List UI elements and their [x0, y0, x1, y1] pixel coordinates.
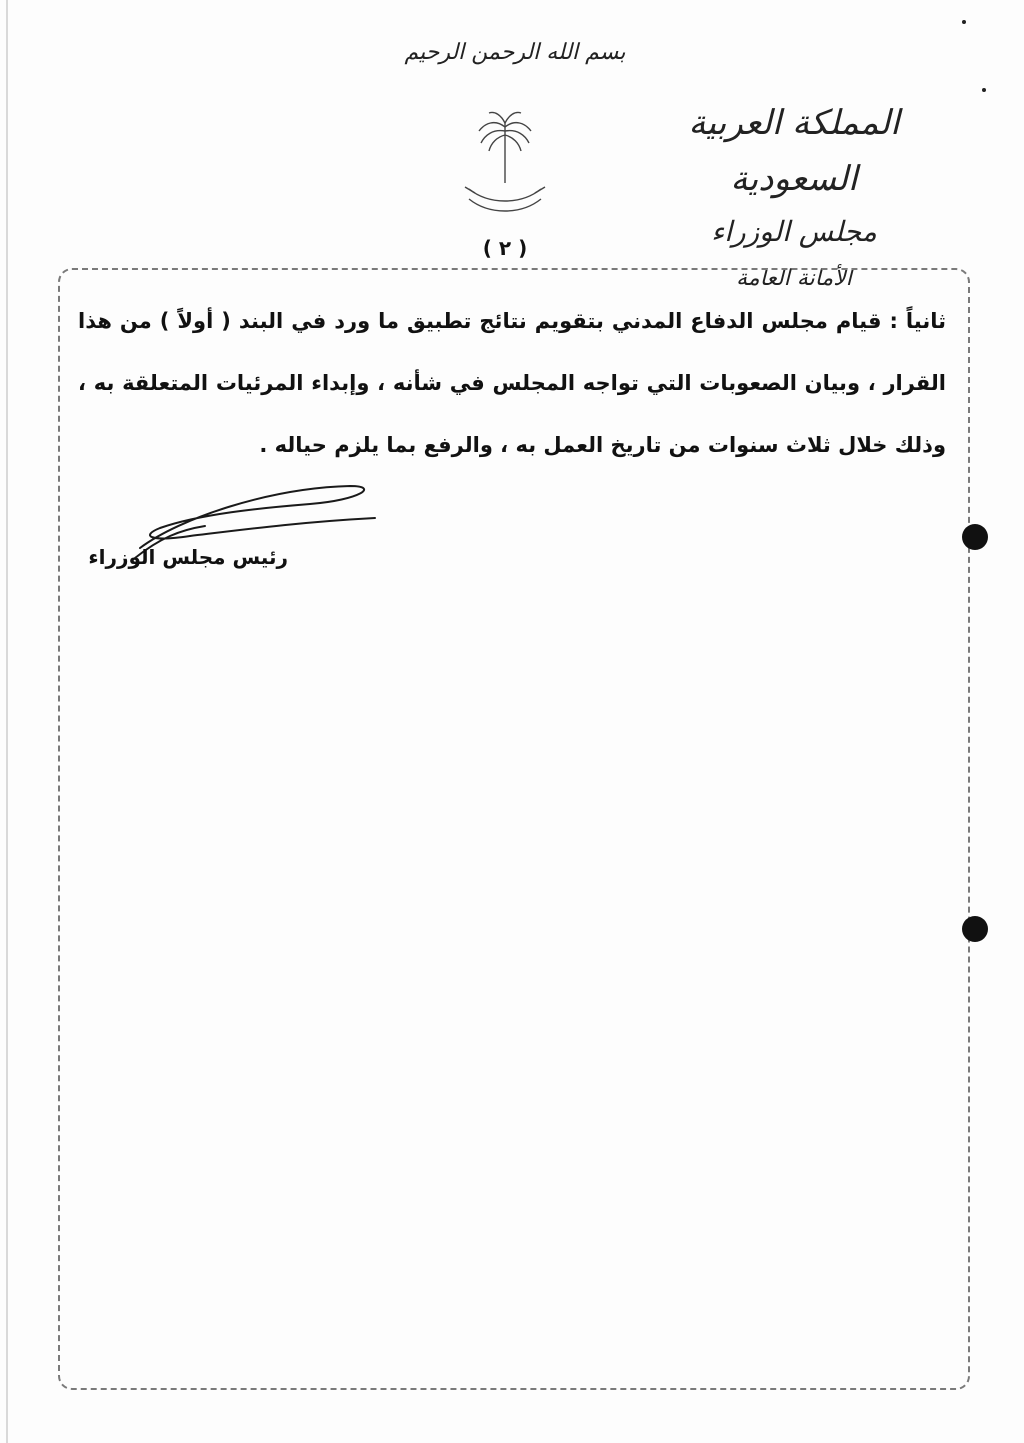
scan-dot [982, 88, 986, 92]
council-name: مجلس الوزراء [711, 215, 877, 248]
basmala: بسم الله الرحمن الرحيم [404, 40, 626, 65]
kingdom-name: المملكة العربية السعودية [688, 103, 900, 199]
page-number: ( ٢ ) [482, 236, 528, 260]
page-edge [6, 0, 8, 1443]
punch-hole [962, 916, 988, 942]
scan-dot [962, 20, 966, 24]
saudi-emblem-icon [455, 105, 555, 225]
body-paragraph: ثانياً : قيام مجلس الدفاع المدني بتقويم نتائج تطبيق ما ورد في البند ( أولاً ) من هذا القرار ، وبيان الصعوبات التي تواجه المجلس في شأنه ، وإبداء المرئيات المتعلقة به ، وذلك خلال ثلاث سنوات من تاريخ العمل به ، والرفع بما يلزم حياله . [78, 309, 946, 457]
punch-hole [962, 524, 988, 550]
signatory-title: رئيس مجلس الوزراء [88, 545, 288, 569]
secretariat-name: الأمانة العامة [736, 266, 852, 291]
